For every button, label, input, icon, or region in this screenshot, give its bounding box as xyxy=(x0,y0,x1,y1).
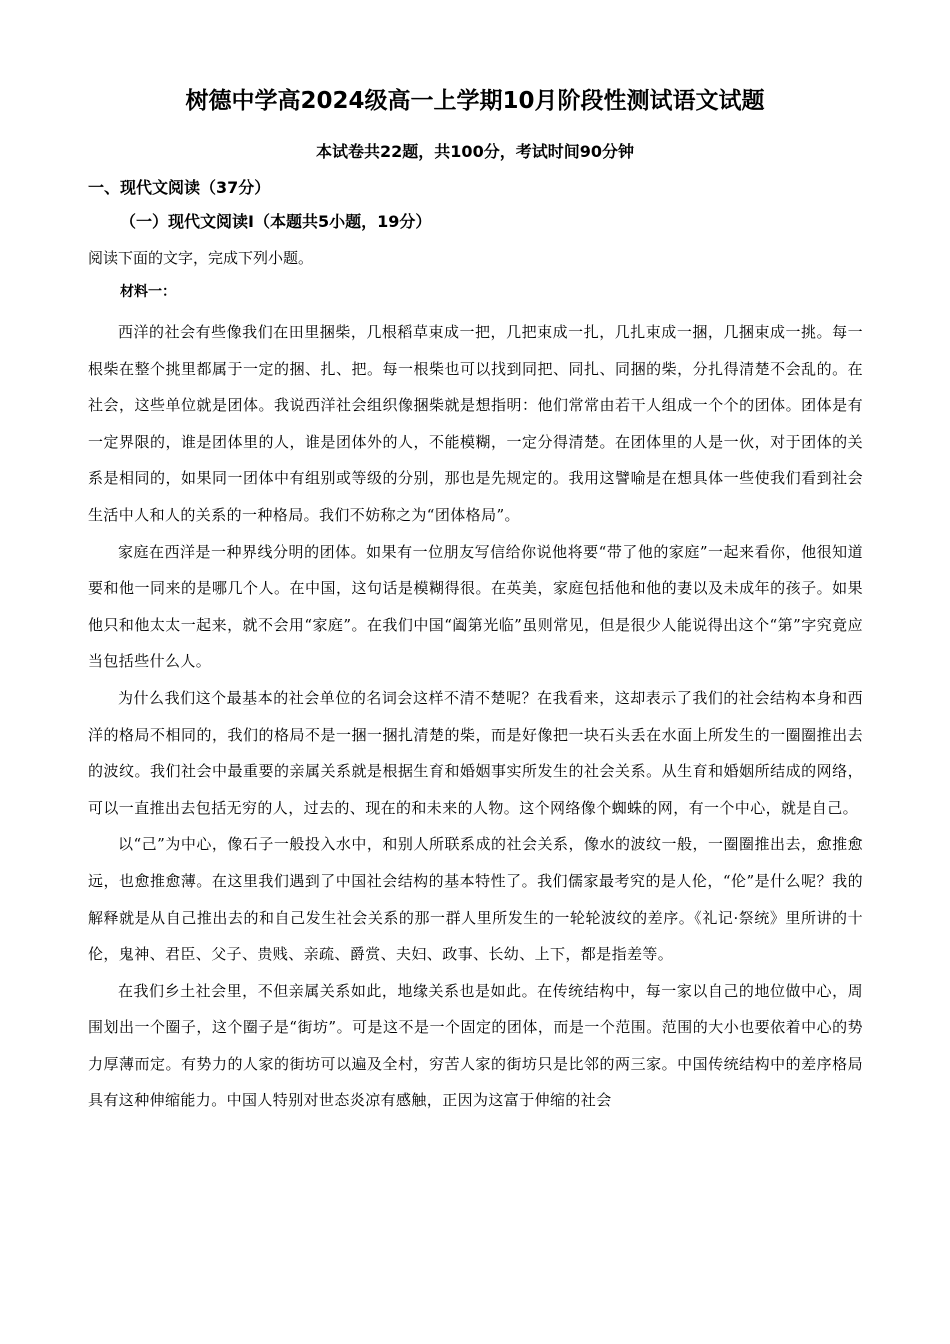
passage-paragraph: 家庭在西洋是一种界线分明的团体。如果有一位朋友写信给你说他将要“带了他的家庭”一起来看你，他很知道要和他一同来的是哪几个人。在中国，这句话是模糊得很。在英美，家庭包括他和他的妻以及未成年的孩子。如果他只和他太太一起来，就不会用“家庭”。在我们中国“阖第光临”虽则常见，但是很少人能说得出这个“第”字究竟应当包括些什么人。 xyxy=(88,542,863,671)
subsection-heading: （一）现代文阅读Ⅰ（本题共5小题，19分） xyxy=(120,212,432,231)
passage-paragraph: 在我们乡土社会里，不但亲属关系如此，地缘关系也是如此。在传统结构中，每一家以自己的地位做中心，周围划出一个圈子，这个圈子是“街坊”。可是这不是一个固定的团体，而是一个范围。范围的大小也要依着中心的势力厚薄而定。有势力的人家的街坊可以遍及全村，穷苦人家的街坊只是比邻的两三家。中国传统结构中的差序格局具有这种伸缩能力。中国人特别对世态炎凉有感触，正因为这富于伸缩的社会 xyxy=(88,981,863,1110)
section-heading: 一、现代文阅读（37分） xyxy=(88,178,271,197)
reading-passage xyxy=(88,314,863,1119)
passage-paragraph: 以“己”为中心，像石子一般投入水中，和别人所联系成的社会关系，像水的波纹一般，一圈圈推出去，愈推愈远，也愈推愈薄。在这里我们遇到了中国社会结构的基本特性了。我们儒家最考究的是人伦，“伦”是什么呢？我的解释就是从自己推出去的和自己发生社会关系的那一群人里所发生的一轮轮波纹的差序。《礼记·祭统》里所讲的十伦，鬼神、君臣、父子、贵贱、亲疏、爵赏、夫妇、政事、长幼、上下，都是指差等。 xyxy=(88,835,863,964)
exam-subtitle: 本试卷共22题，共100分，考试时间90分钟 xyxy=(316,142,634,161)
exam-title: 树德中学高2024级高一上学期10月阶段性测试语文试题 xyxy=(185,88,765,114)
passage-paragraph: 西洋的社会有些像我们在田里捆柴，几根稻草束成一把，几把束成一扎，几扎束成一捆，几捆束成一挑。每一根柴在整个挑里都属于一定的捆、扎、把。每一根柴也可以找到同把、同扎、同捆的柴，分扎得清楚不会乱的。在社会，这些单位就是团体。我说西洋社会组织像捆柴就是想指明：他们常常由若干人组成一个个的团体。团体是有一定界限的，谁是团体里的人，谁是团体外的人，不能模糊，一定分得清楚。在团体里的人是一伙，对于团体的关系是相同的，如果同一团体中有组别或等级的分别，那也是先规定的。我用这譬喻是在想具体一些使我们看到社会生活中人和人的关系的一种格局。我们不妨称之为“团体格局”。 xyxy=(88,323,863,524)
reading-instruction: 阅读下面的文字，完成下列小题。 xyxy=(88,249,314,267)
material-label: 材料一： xyxy=(120,284,176,300)
passage-paragraph: 为什么我们这个最基本的社会单位的名词会这样不清不楚呢？在我看来，这却表示了我们的社会结构本身和西洋的格局不相同的，我们的格局不是一捆一捆扎清楚的柴，而是好像把一块石头丢在水面上所发生的一圈圈推出去的波纹。我们社会中最重要的亲属关系就是根据生育和婚姻事实所发生的社会关系。从生育和婚姻所结成的网络，可以一直推出去包括无穷的人，过去的、现在的和未来的人物。这个网络像个蜘蛛的网，有一个中心，就是自己。 xyxy=(88,688,863,817)
